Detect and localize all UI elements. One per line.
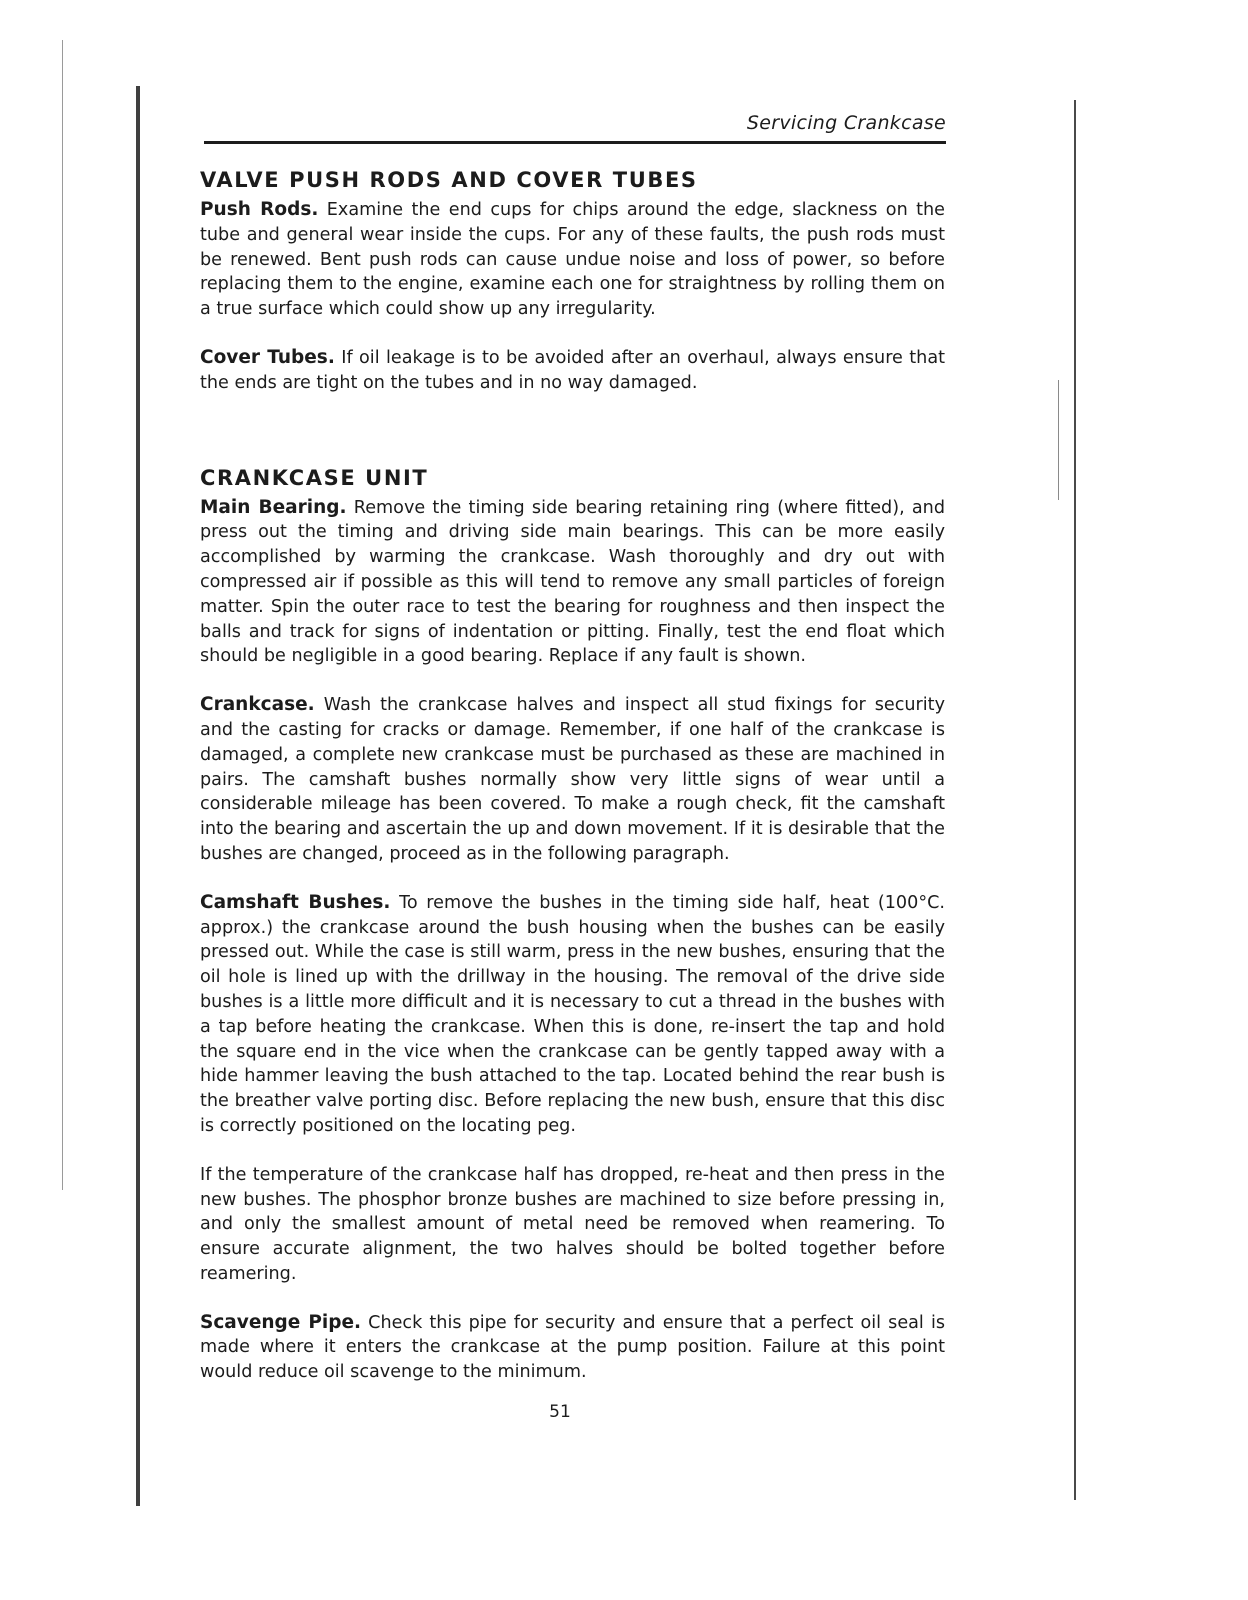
paragraph-text: To remove the bushes in the timing side half, heat (100°C. approx.) the crankcase around the bush housing when the bushes can be easily pressed out. While the case is still warm, press in the new bushes, ensuring that the oil hole is lined up with the drillway in the housing. The removal of the drive side bushes is a little more difficult and it is necessary to cut a thread in the bushes with a tap before heating the crankcase. When this is done, re-insert the tap and hold the square end in the vice when the crankcase can be gently tapped away with a hide hammer leaving the bush attached to the tap. Located behind the rear bush is the breather valve porting disc. Before replacing the new bush, ensure that this disc is correctly positioned on the locating peg. (200, 892, 945, 1136)
paragraph-lead: Crankcase. (200, 694, 315, 716)
section-valve-push-rods (200, 168, 945, 396)
paragraph-lead: Push Rods. (200, 199, 319, 220)
paragraph-lead: Cover Tubes. (200, 346, 335, 368)
scan-edge-left (136, 86, 140, 1506)
scan-edge-right-faint (1058, 380, 1059, 500)
paragraph-lead: Camshaft Bushes. (200, 891, 391, 913)
scan-edge-right (1074, 100, 1076, 1500)
section-title: CRANKCASE UNIT (200, 465, 429, 490)
paragraph-text: Wash the crankcase halves and inspect all stud fixings for security and the casting for cracks or damage. Remember, if one half of the crankcase is damaged, a complete new crankcase must be purchased as these are machined in pairs. The camshaft bushes normally show very little signs of wear until a considerable mileage has been covered. To make a rough check, fit the camshaft into the bearing and ascertain the up and down movement. If it is desirable that the bushes are changed, proceed as in the following paragraph. (200, 695, 945, 864)
paragraph-text: Examine the end cups for chips around the edge, slackness on the tube and general wear inside the cups. For any of these faults, the push rods must be renewed. Bent push rods can cause undue noise and loss of power, so before replacing them to the engine, examine each one for straightness by rolling them on a true surface which could show up any irregularity. (200, 200, 945, 320)
section-title: VALVE PUSH RODS AND COVER TUBES (200, 168, 698, 192)
page-number: 51 (549, 1402, 571, 1422)
paragraph-text: Remove the timing side bearing retaining ring (where fitted), and press out the timing and driving side main bearings. This can be more easily accomplished by warming the crankcase. Wash thoroughly and dry out with compressed air if possible as this will tend to remove any small particles of foreign matter. Spin the outer race to test the bearing for roughness and then inspect the balls and track for signs of indentation or pitting. Finally, test the end float which should be negligible in a good bearing. Replace if any fault is shown. (200, 497, 946, 667)
paragraph-text: Check this pipe for security and ensure that a perfect oil seal is made where it enters the crankcase at the pump position. Failure at this point would reduce oil scavenge to the minimum. (200, 1312, 945, 1383)
paragraph-scavenge-pipe (200, 1311, 945, 1385)
paragraph-lead: Scavenge Pipe. (200, 1311, 362, 1333)
section-crankcase-unit (200, 466, 945, 1386)
paragraph-camshaft-bushes (200, 891, 945, 1139)
paragraph-text: If the temperature of the crankcase half has dropped, re-heat and then press in the new bushes. The phosphor bronze bushes are machined to size before pressing in, and only the smallest amount of metal need be removed when reamering. To ensure accurate alignment, the two halves should be bolted together before reamering. (200, 1164, 945, 1284)
page-body (200, 168, 945, 1385)
paragraph-main-bearing (200, 496, 945, 670)
paragraph-push-rods (200, 198, 945, 322)
paragraph-crankcase (200, 693, 945, 867)
header-rule (204, 141, 946, 144)
paragraph-text: If oil leakage is to be avoided after an overhaul, always ensure that the ends are tight on the tubes and in no way damaged. (200, 347, 946, 393)
scan-edge-left-faint (62, 40, 63, 1190)
paragraph-temperature (200, 1163, 945, 1287)
running-head: Servicing Crankcase (746, 112, 946, 134)
paragraph-cover-tubes (200, 346, 945, 396)
paragraph-lead: Main Bearing. (200, 496, 347, 518)
